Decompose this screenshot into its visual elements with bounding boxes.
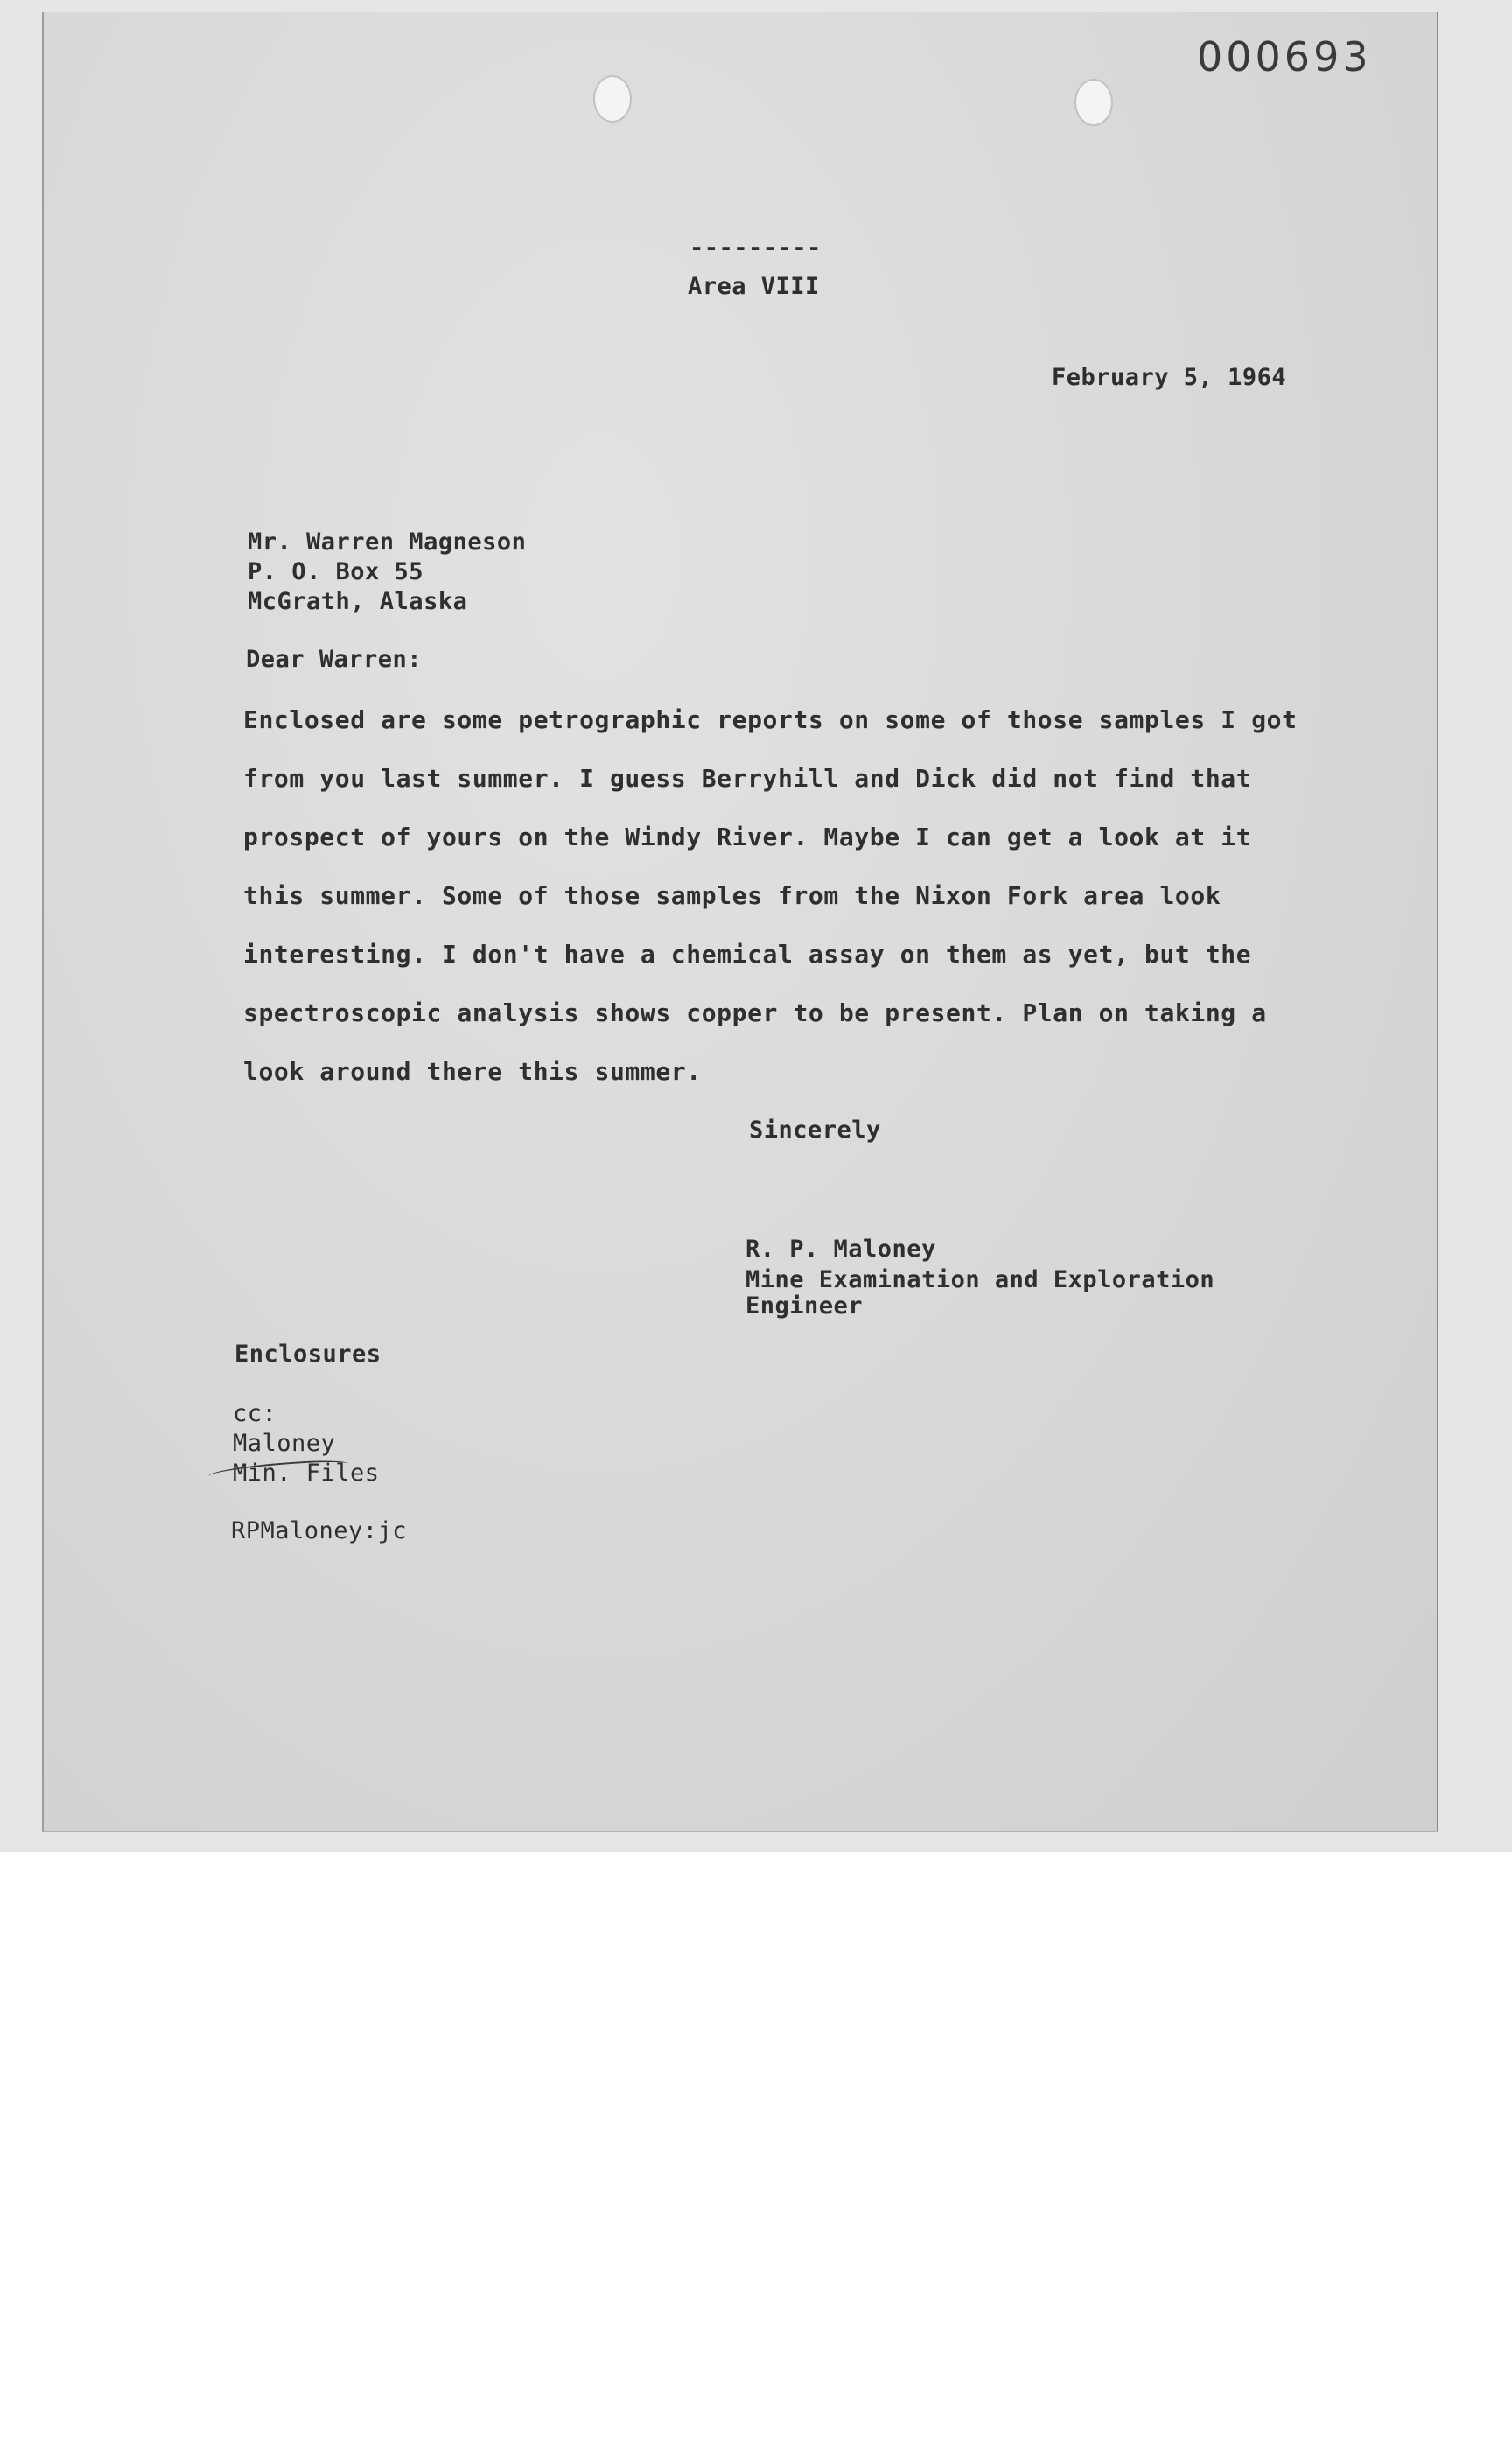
area-header: Area VIII bbox=[688, 273, 820, 300]
signature-title-line2: Engineer bbox=[746, 1292, 864, 1320]
body-line: spectroscopic analysis shows copper to be present. Plan on taking a bbox=[243, 998, 1267, 1027]
recipient-address-line2: McGrath, Alaska bbox=[248, 588, 468, 615]
body-line: look around there this summer. bbox=[243, 1057, 702, 1086]
punch-hole bbox=[1074, 79, 1113, 126]
enclosures-label: Enclosures bbox=[234, 1340, 382, 1368]
body-line: from you last summer. I guess Berryhill and Dick did not find that bbox=[243, 764, 1252, 793]
closing: Sincerely bbox=[749, 1116, 881, 1144]
cc-item: Maloney bbox=[233, 1430, 336, 1457]
recipient-address-line1: P. O. Box 55 bbox=[248, 558, 424, 585]
signature-title-line1: Mine Examination and Exploration bbox=[746, 1266, 1215, 1293]
signature-name: R. P. Maloney bbox=[746, 1236, 936, 1263]
body-line: this summer. Some of those samples from the Nixon Fork area look bbox=[243, 881, 1222, 910]
header-rule: --------- bbox=[690, 234, 822, 262]
cc-item: Min. Files bbox=[233, 1460, 380, 1487]
punch-hole bbox=[593, 75, 632, 122]
body-line: interesting. I don't have a chemical assay on them as yet, but the bbox=[243, 940, 1252, 969]
recipient-name: Mr. Warren Magneson bbox=[248, 528, 527, 556]
letter-date: February 5, 1964 bbox=[1052, 364, 1287, 391]
document-stamp-number: 000693 bbox=[1197, 33, 1372, 80]
reference-initials: RPMaloney:jc bbox=[231, 1517, 408, 1544]
cc-label: cc: bbox=[233, 1400, 277, 1427]
salutation: Dear Warren: bbox=[246, 646, 423, 673]
body-line: prospect of yours on the Windy River. Maybe I can get a look at it bbox=[243, 822, 1252, 851]
body-line: Enclosed are some petrographic reports on some of those samples I got bbox=[243, 705, 1298, 734]
